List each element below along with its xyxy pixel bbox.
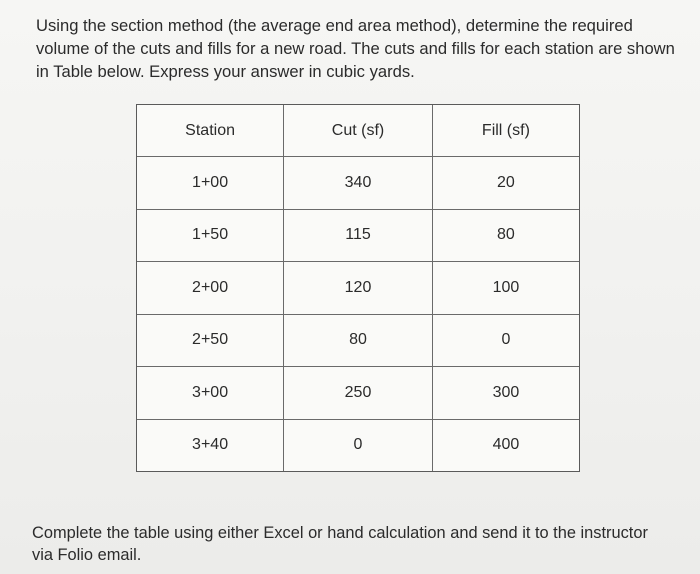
fill-cell: 80 <box>432 209 579 262</box>
station-cell: 3+00 <box>137 367 284 420</box>
table-row <box>137 367 579 420</box>
fill-cell: 20 <box>432 157 579 210</box>
fill-cell: 0 <box>432 314 579 367</box>
station-cell: 3+40 <box>137 419 284 471</box>
station-cell: 2+00 <box>137 262 284 315</box>
header-fill: Fill (sf) <box>432 105 579 157</box>
instruction-note: Complete the table using either Excel or hand calculation and send it to the instructor via Folio email. <box>32 524 648 564</box>
station-cell: 1+50 <box>137 209 284 262</box>
problem-statement: Using the section method (the average end area method), determine the required volume of the cuts and fills for a new road. The cuts and fills for each station are shown in Table below. Express your answer in cubic yards. <box>36 16 675 81</box>
table-row <box>137 209 579 262</box>
cut-cell: 250 <box>284 367 433 420</box>
table-row <box>137 419 579 471</box>
station-cell: 1+00 <box>137 157 284 210</box>
cut-cell: 80 <box>284 314 433 367</box>
station-cell: 2+50 <box>137 314 284 367</box>
cut-cell: 120 <box>284 262 433 315</box>
table-header-row <box>137 105 579 157</box>
table-row <box>137 262 579 315</box>
header-station: Station <box>137 105 284 157</box>
fill-cell: 300 <box>432 367 579 420</box>
cut-cell: 115 <box>284 209 433 262</box>
cut-fill-table <box>137 105 579 471</box>
table-row <box>137 314 579 367</box>
header-cut: Cut (sf) <box>284 105 433 157</box>
fill-cell: 400 <box>432 419 579 471</box>
station-table <box>136 104 580 472</box>
cut-cell: 340 <box>284 157 433 210</box>
fill-cell: 100 <box>432 262 579 315</box>
cut-cell: 0 <box>284 419 433 471</box>
table-row <box>137 157 579 210</box>
